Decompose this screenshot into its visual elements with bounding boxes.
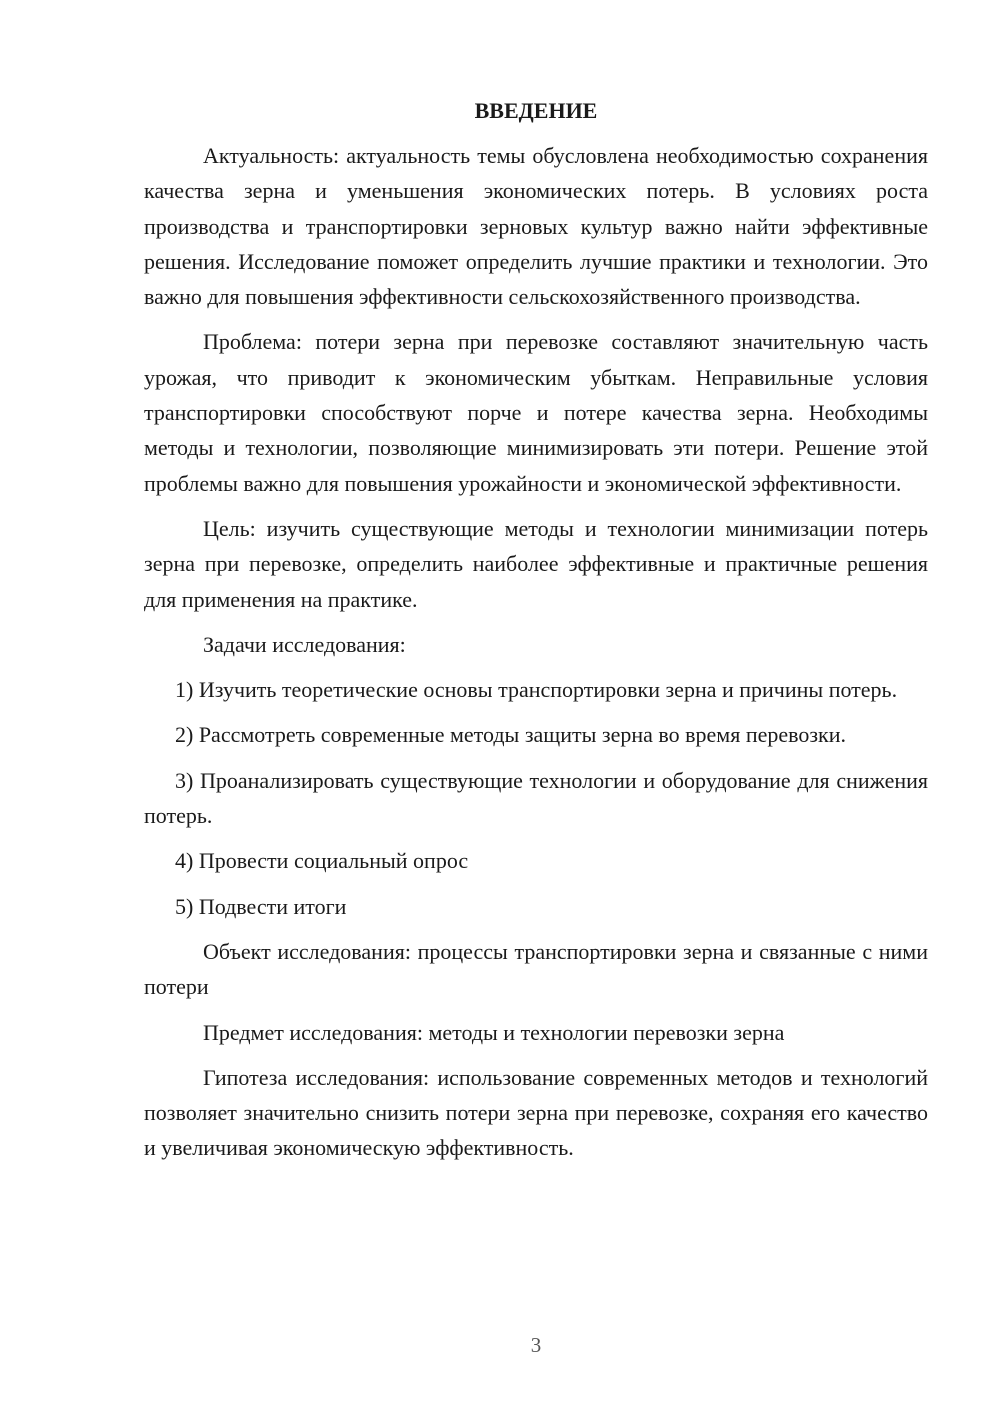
section-heading: ВВЕДЕНИЕ bbox=[474, 98, 598, 123]
task-item-5: 5) Подвести итоги bbox=[175, 893, 347, 919]
task-item-2: 2) Рассмотреть современные методы защиты зерна во время перевозки. bbox=[175, 722, 847, 748]
page-content bbox=[144, 96, 928, 1176]
paragraph-problem: Проблема: потери зерна при перевозке составляют значительную часть урожая, что приводит к экономическим убыткам. Неправильные условия транспортировки способствуют порче и потере качества зерна. Необходимы методы и технологии, позволяющие минимизировать эти потери. Решение этой проблемы важно для повышения урожайности и экономической эффективности. bbox=[144, 329, 928, 496]
paragraph-tasks-intro: Задачи исследования: bbox=[203, 631, 406, 657]
page-number: 3 bbox=[530, 1333, 542, 1357]
task-item-3: 3) Проанализировать существующие технологии и оборудование для снижения потерь. bbox=[144, 767, 928, 829]
paragraph-object: Объект исследования: процессы транспортировки зерна и связанные с ними потери bbox=[144, 938, 928, 1000]
task-item-4: 4) Провести социальный опрос bbox=[175, 848, 469, 874]
paragraph-relevance: Актуальность: актуальность темы обусловлена необходимостью сохранения качества зерна и уменьшения экономических потерь. В условиях роста производства и транспортировки зерновых культур важно найти эффективные решения. Исследование поможет определить лучшие практики и технологии. Это важно для повышения эффективности сельскохозяйственного производства. bbox=[144, 143, 928, 310]
paragraph-hypothesis: Гипотеза исследования: использование современных методов и технологий позволяет значительно снизить потери зерна при перевозке, сохраняя его качество и увеличивая экономическую эффективность. bbox=[144, 1064, 928, 1161]
paragraph-goal: Цель: изучить существующие методы и технологии минимизации потерь зерна при перевозке, определить наиболее эффективные и практичные решения для применения на практике. bbox=[144, 515, 928, 612]
paragraph-subject: Предмет исследования: методы и технологии перевозки зерна bbox=[203, 1019, 785, 1045]
task-item-1: 1) Изучить теоретические основы транспортировки зерна и причины потерь. bbox=[175, 677, 898, 703]
